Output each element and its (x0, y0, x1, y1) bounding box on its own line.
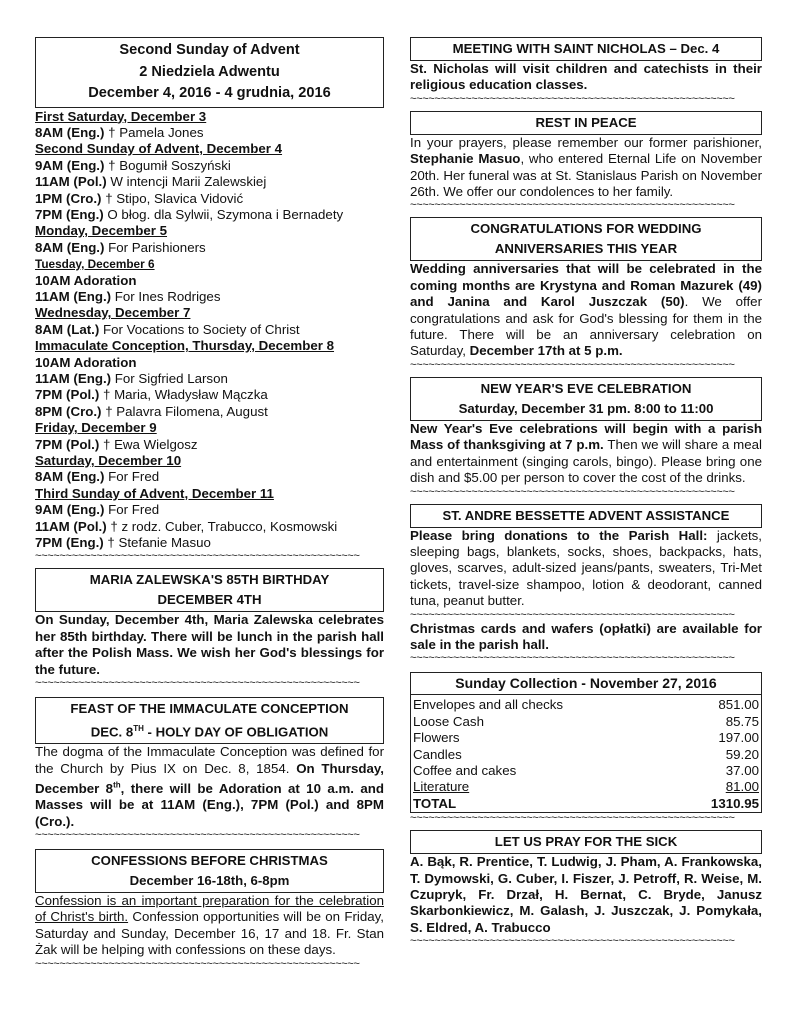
mass-time: 9AM (Eng.) (35, 157, 105, 173)
bessette-heading: ST. ANDRE BESSETTE ADVENT ASSISTANCE (410, 504, 762, 528)
mass-time: 7PM (Eng.) (35, 206, 104, 222)
birthday-heading: MARIA ZALEWSKA'S 85TH BIRTHDAY DECEMBER 4TH (35, 568, 384, 612)
mass-intention: † Ewa Wielgosz (99, 436, 198, 452)
divider: ~~~~~~~~~~~~~~~~~~~~~~~~~~~~~~~~~~~~~~~~~~~~~~~~~~~~~ (35, 829, 360, 841)
divider: ~~~~~~~~~~~~~~~~~~~~~~~~~~~~~~~~~~~~~~~~~~~~~~~~~~~~~ (410, 200, 735, 212)
mass-intention: For Sigfried Larson (111, 371, 228, 386)
mass-time: 8AM (Eng.) (35, 239, 105, 255)
schedule-day: Saturday, December 10 (35, 453, 182, 469)
collection-box (410, 672, 762, 813)
left-column (35, 37, 384, 970)
collection-title: Sunday Collection - November 27, 2016 (411, 673, 761, 695)
mass-schedule (35, 109, 384, 552)
collection-total-label: TOTAL (413, 795, 457, 811)
schedule-day: Friday, December 9 (35, 420, 157, 436)
header-title: Second Sunday of Advent (119, 42, 300, 58)
mass-time: 7PM (Pol.) (35, 387, 100, 403)
birthday-text: On Sunday, December 4th, Maria Zalewska celebrates her 85th birthday. There will be lunch in the parish hall after the Polish Mass. We wish her God's blessings for the future. (35, 612, 384, 677)
mass-time: 7PM (Pol.) (35, 436, 100, 452)
immaculate-text: The dogma of the Immaculate Conception was defined for the Church by Pius IX on Dec. 8, 1854. On Thursday, December 8th, there will be Adoration at 10 a.m. and Masses will be at 11AM (Eng.), 7PM (Pol.) and 8PM (Cro.). (35, 744, 384, 829)
divider: ~~~~~~~~~~~~~~~~~~~~~~~~~~~~~~~~~~~~~~~~~~~~~~~~~~~~~ (410, 653, 735, 665)
mass-time: 1PM (Cro.) (35, 190, 102, 206)
mass-intention: † Bogumił Soszyński (104, 157, 231, 173)
divider: ~~~~~~~~~~~~~~~~~~~~~~~~~~~~~~~~~~~~~~~~~~~~~~~~~~~~~ (410, 936, 735, 948)
mass-intention: † Stipo, Slavica Vidović (101, 190, 244, 206)
divider: ~~~~~~~~~~~~~~~~~~~~~~~~~~~~~~~~~~~~~~~~~~~~~~~~~~~~~ (410, 359, 735, 371)
collection-total-row (413, 796, 759, 812)
wedding-text: Wedding anniversaries that will be celebrated in the coming months are Krystyna and Roman Mazurek (49) and Janina and Karol Juszczak (50). We offer congratulations and ask for God's blessing for them in the future. There will be an anniversary celebration on Saturday, December 17th at 5 p.m. (410, 261, 763, 359)
schedule-entry (35, 371, 384, 387)
mass-intention: For Parishioners (104, 239, 206, 255)
collection-amount: 37.00 (725, 762, 759, 778)
mass-intention: † Stefanie Masuo (103, 535, 211, 551)
newyear-text: New Year's Eve celebrations will begin with a parish Mass of thanksgiving at 7 p.m. Then we will share a meal and entertainment (singing carols, bingo). Please bring one dish and $5.00 per person to cover the cost of the drinks. (410, 420, 762, 486)
mass-time: 8PM (Cro.) (35, 403, 102, 419)
divider: ~~~~~~~~~~~~~~~~~~~~~~~~~~~~~~~~~~~~~~~~~~~~~~~~~~~~~ (410, 486, 735, 498)
mass-time: 11AM (Eng.) (35, 371, 112, 386)
newyear-heading: NEW YEAR'S EVE CELEBRATION Saturday, December 31 pm. 8:00 to 11:00 (410, 377, 762, 421)
schedule-entry (35, 502, 384, 518)
header-subtitle: 2 Niedziela Adwentu (139, 63, 280, 80)
schedule-entry (35, 273, 384, 289)
mass-intention: For Vocations to Society of Christ (99, 321, 300, 337)
nicholas-text: St. Nicholas will visit children and catechists in their religious education classes. (410, 61, 762, 93)
header-box (35, 37, 384, 108)
collection-row (413, 763, 759, 779)
confessions-text: Confession is an important preparation for the celebration of Christ's birth. Confession opportunities will be on Friday, Saturday and Sunday, December 16, 17 and 18. Fr. Stan Żak will be helping with confessions on these days. (35, 892, 384, 958)
sick-heading: LET US PRAY FOR THE SICK (410, 830, 762, 854)
schedule-entry (35, 355, 384, 371)
divider: ~~~~~~~~~~~~~~~~~~~~~~~~~~~~~~~~~~~~~~~~~~~~~~~~~~~~~ (410, 93, 735, 105)
mass-time: 11AM (Pol.) (35, 174, 107, 190)
schedule-day: Immaculate Conception, Thursday, December 8 (35, 338, 335, 354)
mass-time: 7PM (Eng.) (35, 535, 104, 551)
mass-time: 10AM Adoration (35, 272, 137, 288)
collection-label: Literature (413, 779, 470, 795)
nicholas-heading: MEETING WITH SAINT NICHOLAS – Dec. 4 (410, 37, 762, 61)
collection-amount: 85.75 (725, 713, 759, 729)
rip-heading: REST IN PEACE (410, 111, 762, 135)
schedule-entry (35, 289, 384, 305)
mass-time: 11AM (Pol.) (35, 518, 107, 534)
mass-intention: † z rodz. Cuber, Trabucco, Kosmowski (106, 518, 338, 534)
schedule-entry (35, 174, 384, 190)
collection-label: Candles (413, 746, 462, 762)
divider: ~~~~~~~~~~~~~~~~~~~~~~~~~~~~~~~~~~~~~~~~~~~~~~~~~~~~~ (35, 958, 360, 970)
mass-time: 8AM (Eng.) (35, 469, 105, 485)
wedding-heading: CONGRATULATIONS FOR WEDDING ANNIVERSARIES THIS YEAR (410, 217, 762, 261)
sick-text: A. Bąk, R. Prentice, T. Ludwig, J. Pham, A. Frankowska, T. Dymowski, G. Cuber, I. Fiszer, J. Petroff, R. Weise, M. Czupryk, Fr. Drzał, H. Bernat, C. Bryde, Janusz Skarbonkiewicz, M. Galash, J. Juszczak, J. Pomykała, S. Eldred, A. Trabucco (410, 854, 762, 935)
collection-row (413, 747, 759, 763)
schedule-entry (35, 207, 384, 223)
collection-label: Loose Cash (413, 713, 484, 729)
confessions-heading: CONFESSIONS BEFORE CHRISTMAS December 16-18th, 6-8pm (35, 849, 384, 893)
schedule-entry (35, 469, 384, 485)
mass-time: 9AM (Eng.) (35, 502, 105, 518)
mass-intention: For Ines Rodriges (111, 288, 221, 304)
mass-intention: For Fred (104, 502, 160, 518)
cards-text: Christmas cards and wafers (opłatki) are available for sale in the parish hall. (410, 620, 762, 652)
mass-intention: For Fred (104, 469, 160, 485)
mass-time: 10AM Adoration (35, 354, 137, 370)
mass-time: 8AM (Lat.) (35, 321, 100, 337)
schedule-day: Second Sunday of Advent, December 4 (35, 141, 283, 157)
divider: ~~~~~~~~~~~~~~~~~~~~~~~~~~~~~~~~~~~~~~~~~~~~~~~~~~~~~ (410, 813, 735, 825)
schedule-entry (35, 404, 384, 420)
schedule-day: First Saturday, December 3 (35, 108, 207, 124)
collection-label: Envelopes and all checks (413, 697, 564, 713)
mass-intention: † Palavra Filomena, August (101, 403, 268, 419)
mass-intention: W intencji Marii Zalewskiej (106, 174, 267, 190)
divider: ~~~~~~~~~~~~~~~~~~~~~~~~~~~~~~~~~~~~~~~~~~~~~~~~~~~~~ (410, 609, 735, 621)
collection-amount: 851.00 (718, 697, 759, 713)
rip-text: In your prayers, please remember our former parishioner, Stephanie Masuo, who entered Eternal Life on November 20th. Her funeral was at St. Stanislaus Parish on November 26th. We offer our condolences to her family. (410, 134, 762, 200)
collection-amount: 81.00 (725, 779, 759, 795)
schedule-day: Third Sunday of Advent, December 11 (35, 485, 274, 501)
header-date: December 4, 2016 - 4 grudnia, 2016 (88, 85, 331, 101)
schedule-entry (35, 387, 384, 403)
schedule-entry (35, 191, 384, 207)
schedule-entry (35, 158, 384, 174)
schedule-day: Monday, December 5 (35, 223, 168, 239)
schedule-entry (35, 240, 384, 256)
schedule-day: Tuesday, December 6 (35, 257, 155, 272)
collection-amount: 197.00 (718, 730, 759, 746)
schedule-entry (35, 322, 384, 338)
schedule-day: Wednesday, December 7 (35, 305, 191, 321)
schedule-entry (35, 535, 384, 551)
mass-time: 11AM (Eng.) (35, 288, 112, 304)
collection-row (413, 779, 759, 795)
collection-total-amount: 1310.95 (710, 795, 759, 811)
collection-amount: 59.20 (725, 746, 759, 762)
collection-label: Flowers (413, 730, 460, 746)
bessette-text: Please bring donations to the Parish Hall: jackets, sleeping bags, blankets, socks, shoes, backpacks, hats, gloves, scarves, adult-sized jeans/pants, sweaters, Tri-Met tickets, travel-size shampoo, lotion & deodorant, canned tuna, peanut butter. (410, 527, 762, 609)
immaculate-heading: FEAST OF THE IMMACULATE CONCEPTION DEC. 8TH - HOLY DAY OF OBLIGATION (35, 697, 384, 744)
right-column (410, 37, 762, 947)
divider: ~~~~~~~~~~~~~~~~~~~~~~~~~~~~~~~~~~~~~~~~~~~~~~~~~~~~~ (35, 551, 360, 563)
divider: ~~~~~~~~~~~~~~~~~~~~~~~~~~~~~~~~~~~~~~~~~~~~~~~~~~~~~ (35, 678, 360, 690)
collection-row (413, 730, 759, 746)
collection-row (413, 697, 759, 713)
mass-time: 8AM (Eng.) (35, 124, 105, 140)
schedule-entry (35, 125, 384, 141)
mass-intention: † Maria, Władysław Mączka (99, 387, 268, 403)
collection-row (413, 714, 759, 730)
collection-label: Coffee and cakes (413, 762, 517, 778)
schedule-entry (35, 519, 384, 535)
mass-intention: O błog. dla Sylwii, Szymona i Bernadety (103, 206, 344, 222)
collection-table (413, 697, 759, 812)
schedule-entry (35, 437, 384, 453)
mass-intention: † Pamela Jones (104, 124, 204, 140)
